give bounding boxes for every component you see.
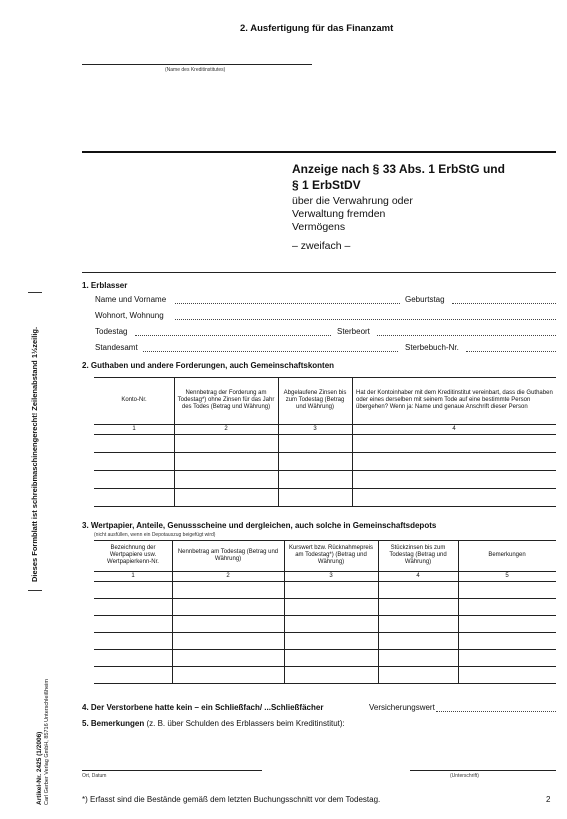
section3-heading: 3. Wertpapier, Anteile, Genussscheine und dergleichen, auch solche in Gemeinschaftsdepots — [82, 521, 437, 530]
place-date-line[interactable] — [82, 770, 262, 771]
col1-number: 1 — [132, 425, 136, 432]
section4-text — [82, 703, 323, 712]
form-subtitle-line1: über die Verwahrung oder — [292, 195, 413, 207]
publisher: Carl Gerber Verlag GmbH, 85716 Unterschleißheim — [44, 679, 50, 805]
signature-caption: (Unterschrift) — [450, 773, 479, 779]
footnote: *) Erfasst sind die Bestände gemäß dem letzten Buchungsschnitt vor dem Todestag. — [82, 795, 381, 804]
registry-label: Standesamt — [95, 343, 138, 352]
section4-safe-deposit: kein – ein Schließfach/ ...Schließfächer — [176, 703, 324, 712]
form-subtitle-line3: Vermögens — [292, 221, 346, 233]
copies-note: – zweifach – — [292, 240, 351, 252]
name-label: Name und Vorname — [95, 295, 167, 304]
form-title-line1: Anzeige nach § 33 Abs. 1 ErbStG und — [292, 162, 505, 176]
deathday-label: Todestag — [95, 327, 128, 336]
col-accrued-coupon: Stückzinsen bis zum Todestag (Betrag und Währung) — [389, 545, 447, 565]
section5-text — [82, 719, 345, 728]
col-account-no: Konto-Nr. — [121, 397, 147, 403]
section3-note: (nicht ausfüllen, wenn ein Depotauszug beigefügt wird) — [94, 532, 216, 538]
article-number: Artikel-Nr. 2425 (1/2006) — [36, 731, 43, 805]
form-subtitle-line2: Verwaltung fremden — [292, 208, 386, 220]
col3-number: 3 — [313, 425, 317, 432]
section1-heading: 1. Erblasser — [82, 281, 128, 290]
vertical-note: Dieses Formblatt ist schreibmaschinengerecht! Zeilenabstand 1½zeilig. — [30, 326, 39, 582]
col2-number: 2 — [226, 572, 230, 579]
section5-note: (z. B. über Schulden des Erblassers beim Kreditinstitut): — [144, 719, 345, 728]
col-accrued-interest: Abgelaufene Zinsen bis zum Todestag (Betrag und Währung) — [283, 390, 347, 410]
name-field[interactable] — [175, 303, 400, 304]
col-nominal-amount: Nennbetrag der Forderung am Todestag*) ohne Zinsen für das Jahr des Todes (Betrag und Währung) — [177, 390, 275, 410]
copy-title: 2. Ausfertigung für das Finanzamt — [240, 23, 394, 34]
securities-table — [94, 540, 556, 690]
section5-heading: 5. Bemerkungen — [82, 719, 145, 728]
residence-field[interactable] — [175, 319, 556, 320]
section4-prefix: 4. Der Verstorbene hatte — [82, 703, 177, 712]
bank-name-line[interactable] — [82, 64, 312, 65]
col4-number: 4 — [416, 572, 420, 579]
col-market-value: Kurswert bzw. Rücknahmepreis am Todestag*) (Betrag und Währung) — [288, 545, 374, 565]
col2-number: 2 — [224, 425, 228, 432]
col-security-name: Bezeichnung der Wertpapiere usw. Wertpapierkenn-Nr. — [107, 545, 159, 565]
col-beneficiary: Hat der Kontoinhaber mit dem Kreditinstitut vereinbart, dass die Guthaben oder eines derselben mit seinem Tode auf eine bestimmte Person übergehen? Wenn ja: Name und genaue Anschrift dieser Person — [356, 390, 553, 410]
insurance-field[interactable] — [436, 711, 556, 712]
fold-mark-top — [28, 292, 42, 293]
section2-heading: 2. Guthaben und andere Forderungen, auch Gemeinschaftskonten — [82, 361, 335, 370]
deathplace-field[interactable] — [377, 335, 556, 336]
form-title-line2: § 1 ErbStDV — [292, 178, 361, 192]
registry-field[interactable] — [143, 351, 398, 352]
place-date-caption: Ort, Datum — [82, 773, 107, 779]
deathplace-label: Sterbeort — [337, 327, 370, 336]
registry-no-field[interactable] — [466, 351, 556, 352]
registry-no-label: Sterbebuch-Nr. — [405, 343, 459, 352]
col4-number: 4 — [452, 425, 456, 432]
section-divider — [82, 272, 556, 273]
birthday-label: Geburtstag — [405, 295, 445, 304]
page-number: 2 — [546, 795, 551, 804]
top-divider — [82, 151, 556, 153]
col3-number: 3 — [329, 572, 333, 579]
remarks-area[interactable] — [94, 733, 556, 758]
col-remarks: Bemerkungen — [488, 552, 526, 558]
deathday-field[interactable] — [135, 335, 331, 336]
insurance-label: Versicherungswert — [369, 703, 435, 712]
signature-line[interactable] — [410, 770, 556, 771]
col5-number: 5 — [505, 572, 509, 579]
col-nominal-value: Nennbetrag am Todestag (Betrag und Währung) — [177, 548, 279, 562]
birthday-field[interactable] — [452, 303, 556, 304]
fold-mark-bottom — [28, 590, 42, 591]
residence-label: Wohnort, Wohnung — [95, 311, 164, 320]
accounts-table — [94, 377, 556, 513]
col1-number: 1 — [131, 572, 135, 579]
bank-name-caption: (Name des Kreditinstitutes) — [165, 67, 226, 73]
